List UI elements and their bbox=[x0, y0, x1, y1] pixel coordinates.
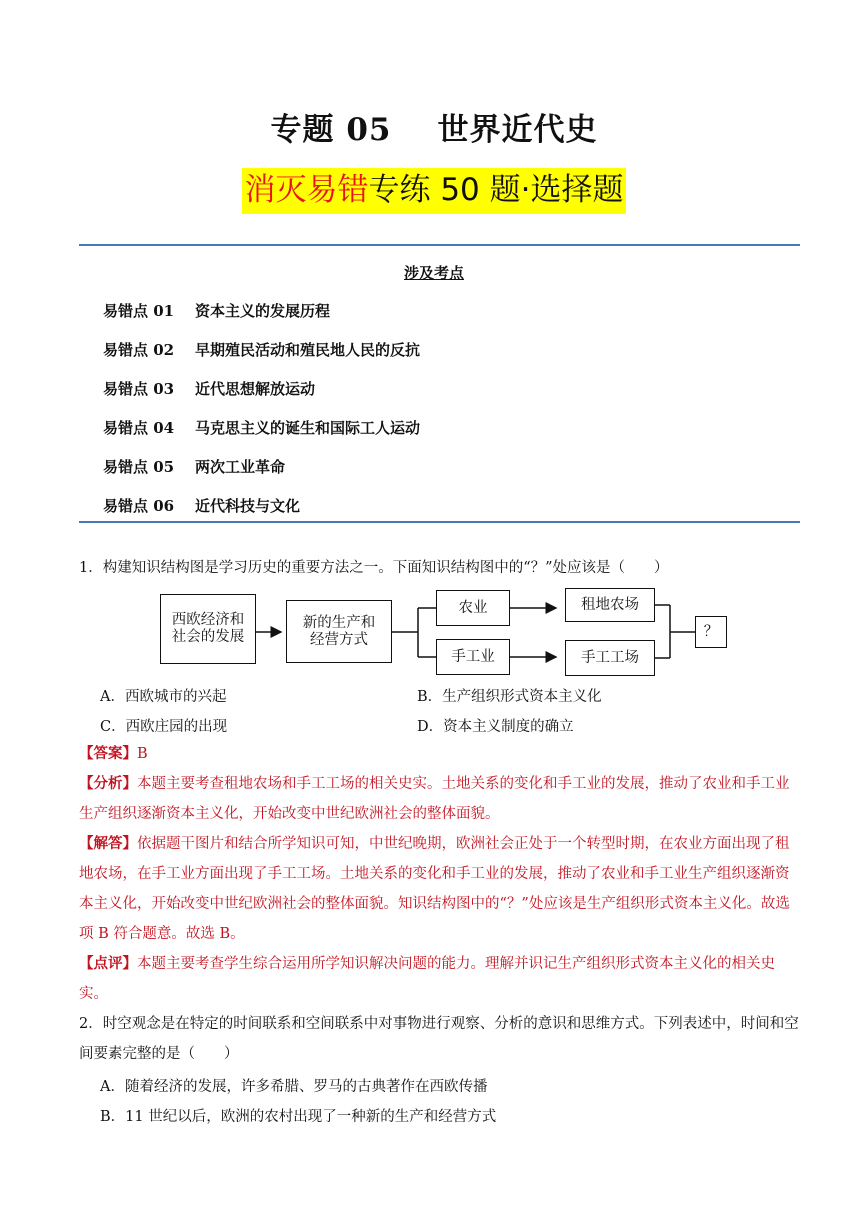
comment-text: 本题主要考查学生综合运用所学知识解决问题的能力。理解并识记生产组织形式资本主义化的相关史实。 bbox=[79, 956, 775, 1002]
page-title bbox=[0, 104, 868, 149]
answer-label: 【答案】 bbox=[79, 745, 137, 762]
solution-label: 【解答】 bbox=[79, 835, 137, 852]
answer-value: B bbox=[137, 746, 148, 762]
question-1-answer bbox=[79, 739, 801, 769]
subtitle-black-text: 专练 50 题·选择题 bbox=[368, 172, 624, 208]
question-1-solution bbox=[79, 829, 801, 949]
key-point-text: 近代思想解放运动 bbox=[195, 380, 316, 398]
question-2-option-a: A．随着经济的发展，许多希腊、罗马的古典著作在西欧传播 bbox=[100, 1079, 488, 1095]
key-point-code: 易错点 01 bbox=[103, 302, 175, 320]
key-points-title: 涉及考点 bbox=[403, 264, 464, 282]
question-2-stem: 2．时空观念是在特定的时间联系和空间联系中对事物进行观察、分析的意识和思维方式。下列表述中，时间和空间要素完整的是（ ） bbox=[79, 1016, 799, 1062]
question-1-option-d: D．资本主义制度的确立 bbox=[417, 719, 574, 735]
key-point-text: 资本主义的发展历程 bbox=[195, 302, 331, 320]
key-point-text: 两次工业革命 bbox=[195, 458, 286, 476]
question-1-option-c: C．西欧庄园的出现 bbox=[100, 719, 228, 735]
comment-label: 【点评】 bbox=[79, 955, 137, 972]
diagram-box-question: ？ bbox=[695, 616, 727, 648]
key-point-item bbox=[103, 339, 420, 360]
top-divider bbox=[79, 244, 800, 246]
title-topic-number: 专题 05 bbox=[270, 112, 392, 148]
diagram-box-handicraft: 手工业 bbox=[436, 639, 510, 675]
question-1-stem: 1．构建知识结构图是学习历史的重要方法之一。下面知识结构图中的“？”处应该是（ ） bbox=[79, 560, 669, 576]
subtitle-red-text: 消灭易错 bbox=[244, 172, 369, 208]
diagram-box-new-mode: 新的生产和经营方式 bbox=[286, 600, 392, 663]
key-point-item bbox=[103, 300, 330, 321]
solution-text: 依据题干图片和结合所学知识可知，中世纪晚期，欧洲社会正处于一个转型时期，在农业方面出现了租地农场，在手工业方面出现了手工工场。土地关系的变化和手工业的发展，推动了农业和手工业生产组织逐渐资本主义化，开始改变中世纪欧洲社会的整体面貌。知识结构图中的“？”处应该是生产组织形式资本主义化。故选项 B 符合题意。故选 B。 bbox=[79, 836, 790, 942]
key-point-text: 早期殖民活动和殖民地人民的反抗 bbox=[195, 341, 421, 359]
subtitle-block bbox=[0, 168, 868, 214]
bottom-divider bbox=[79, 521, 800, 523]
diagram-box-workshop: 手工工场 bbox=[565, 640, 655, 676]
key-point-text: 近代科技与文化 bbox=[195, 497, 301, 515]
key-point-item bbox=[103, 378, 315, 399]
key-point-item bbox=[103, 495, 300, 516]
question-1-option-a: A．西欧城市的兴起 bbox=[100, 689, 227, 705]
subtitle-highlight bbox=[242, 168, 625, 214]
diagram-box-agriculture: 农业 bbox=[436, 590, 510, 626]
key-point-text: 马克思主义的诞生和国际工人运动 bbox=[195, 419, 421, 437]
diagram-box-economy: 西欧经济和社会的发展 bbox=[160, 594, 256, 664]
key-point-item bbox=[103, 456, 285, 477]
knowledge-structure-diagram bbox=[155, 586, 735, 668]
key-point-code: 易错点 02 bbox=[103, 341, 175, 359]
key-point-code: 易错点 05 bbox=[103, 458, 175, 476]
diagram-box-tenant-farm: 租地农场 bbox=[565, 588, 655, 622]
analysis-text: 本题主要考查租地农场和手工工场的相关史实。土地关系的变化和手工业的发展，推动了农业和手工业生产组织逐渐资本主义化，开始改变中世纪欧洲社会的整体面貌。 bbox=[79, 776, 790, 822]
question-2-option-b: B．11 世纪以后，欧洲的农村出现了一种新的生产和经营方式 bbox=[100, 1109, 497, 1125]
key-point-code: 易错点 04 bbox=[103, 419, 175, 437]
question-1-analysis bbox=[79, 769, 801, 829]
question-1-option-b: B．生产组织形式资本主义化 bbox=[417, 689, 602, 705]
question-1-comment bbox=[79, 949, 801, 1009]
title-topic-name: 世界近代史 bbox=[437, 112, 598, 148]
analysis-label: 【分析】 bbox=[79, 775, 137, 792]
key-point-item bbox=[103, 417, 420, 438]
key-point-code: 易错点 06 bbox=[103, 497, 175, 515]
key-point-code: 易错点 03 bbox=[103, 380, 175, 398]
